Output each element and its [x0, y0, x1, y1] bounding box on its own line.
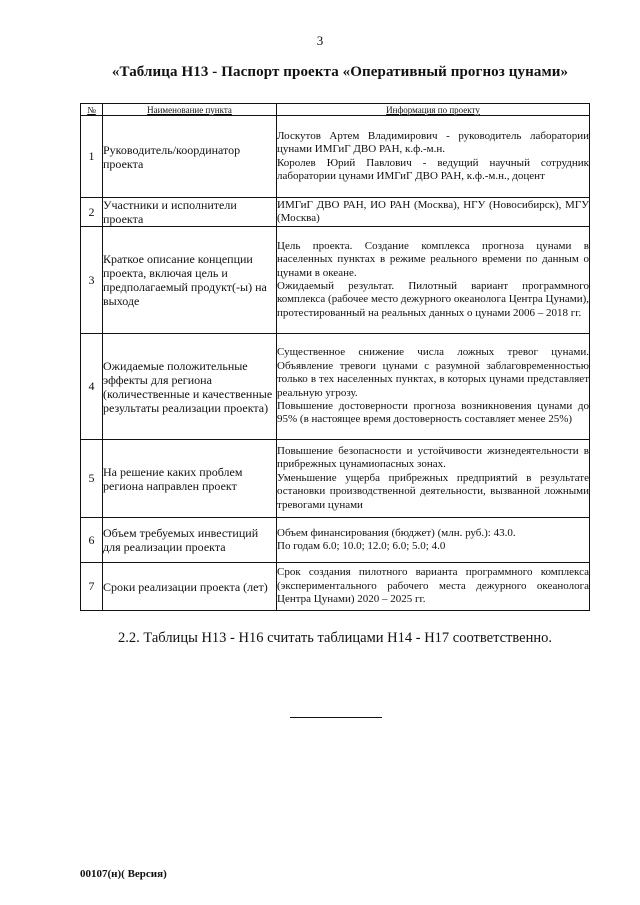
row-item-name: Сроки реализации проекта (лет) — [103, 563, 277, 611]
table-row — [81, 563, 590, 611]
info-paragraph: Срок создания пилотного варианта программного комплекса (экспериментального рабочего места дежурного океанолога Центра Цунами) 2020 – 2025 гг. — [277, 566, 589, 606]
row-item-name: Объем требуемых инвестиций для реализации проекта — [103, 518, 277, 563]
info-paragraph: Цель проекта. Создание комплекса прогноза цунами в населенных пунктах в режиме реального времени по данным о цунами в океане. — [277, 239, 589, 279]
table-row — [81, 518, 590, 563]
header-item-name: Наименование пункта — [103, 104, 277, 116]
project-passport-table — [80, 103, 590, 611]
row-number: 5 — [81, 440, 103, 518]
info-paragraph: Королев Юрий Павлович - ведущий научный сотрудник лаборатории цунами ИМГиГ ДВО РАН, к.ф.-м.н., доцент — [277, 156, 589, 182]
table-row — [81, 116, 590, 198]
row-item-name: Участники и исполнители проекта — [103, 198, 277, 227]
row-number: 3 — [81, 227, 103, 334]
info-paragraph: По годам 6.0; 10.0; 12.0; 6.0; 5.0; 4.0 — [277, 540, 446, 552]
document-title: «Таблица Н13 - Паспорт проекта «Оперативный прогноз цунами» — [111, 64, 569, 80]
table-row — [81, 334, 590, 440]
table-row — [81, 440, 590, 518]
row-item-name: На решение каких проблем региона направлен проект — [103, 440, 277, 518]
info-paragraph: Ожидаемый результат. Пилотный вариант программного комплекса (рабочее место дежурного океанолога Центра Цунами), протестированный на реальных данных о цунами 2006 – 2018 гг. — [277, 280, 589, 319]
row-item-name: Ожидаемые положительные эффекты для региона (количественные и качественные результаты реализации проекта) — [103, 334, 277, 440]
info-paragraph: Лоскутов Артем Владимирович - руководитель лаборатории цунами ИМГиГ ДВО РАН, к.ф.-м.н. — [277, 129, 589, 156]
row-number: 1 — [81, 116, 103, 198]
row-info — [277, 334, 590, 440]
end-divider-line — [290, 717, 382, 718]
row-number: 2 — [81, 198, 103, 227]
row-info — [277, 518, 590, 563]
row-info — [277, 440, 590, 518]
row-info — [277, 198, 590, 227]
row-number: 4 — [81, 334, 103, 440]
version-stamp: 00107(н)( Версия) — [80, 868, 167, 880]
header-project-info: Информация по проекту — [277, 104, 590, 116]
row-info — [277, 563, 590, 611]
row-number: 7 — [81, 563, 103, 611]
info-paragraph: Существенное снижение числа ложных тревог цунами. Объявление тревоги цунами с разумной заблаговременностью только в тех населенных пунктах, в которых цунами представляет реальную угрозу. — [277, 346, 589, 399]
table-header-row — [81, 104, 590, 116]
row-info — [277, 116, 590, 198]
info-paragraph: Повышение достоверности прогноза возникновения цунами до 95% (в настоящее время достоверность составляет менее 25%) — [277, 399, 589, 426]
table-row — [81, 198, 590, 227]
row-number: 6 — [81, 518, 103, 563]
row-info — [277, 227, 590, 334]
page-number: 3 — [316, 33, 324, 48]
info-paragraph: Повышение безопасности и устойчивости жизнедеятельности в прибрежных цунамиопасных зонах. — [277, 444, 589, 471]
renaming-note: 2.2. Таблицы Н13 - Н16 считать таблицами Н14 - Н17 соответственно. — [118, 630, 552, 646]
header-number: № — [81, 104, 103, 116]
table-row — [81, 227, 590, 334]
info-paragraph: ИМГиГ ДВО РАН, ИО РАН (Москва), НГУ (Новосибирск), МГУ (Москва) — [277, 198, 589, 224]
row-item-name: Краткое описание концепции проекта, включая цель и предполагаемый продукт(-ы) на выходе — [103, 227, 277, 334]
info-paragraph: Уменьшение ущерба прибрежных предприятий в результате остановки производственной деятельности, вызванной ложными тревогами цунами — [277, 471, 589, 511]
info-paragraph: Объем финансирования (бюджет) (млн. руб.): 43.0. — [277, 526, 516, 539]
row-item-name: Руководитель/координатор проекта — [103, 116, 277, 198]
